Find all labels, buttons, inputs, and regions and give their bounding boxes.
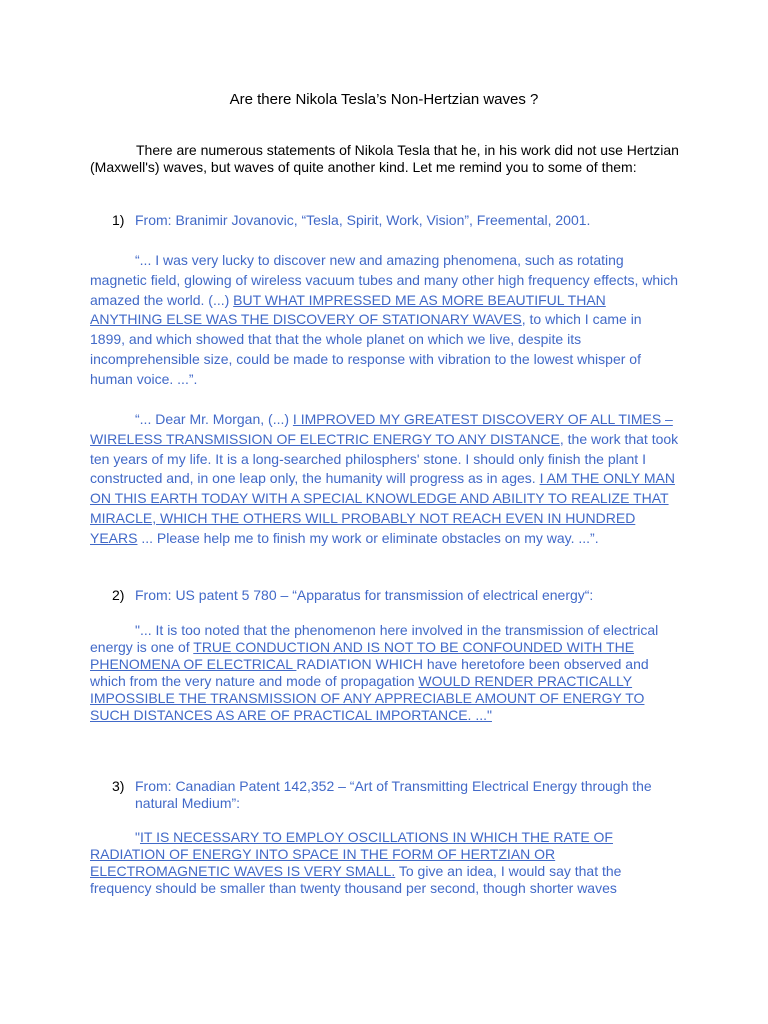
quote-text: “... Dear Mr. Morgan, (...) (135, 411, 293, 427)
quote-text: , to which I came in 1899, and which showed that that the whole planet on which we live, despite its incomprehensible size, could be made to response with vibration to the lowest whisper of human voice. ...”. (90, 311, 642, 387)
emphasized-quote-text: WOULD RENDER PRACTICALLY IMPOSSIBLE THE TRANSMISSION OF ANY APPRECIABLE AMOUNT OF ENERGY TO SUCH DISTANCES AS ARE OF PRACTICAL IMPORTANCE. ..." (90, 673, 645, 723)
intro-paragraph (90, 142, 690, 176)
quote-text: ... Please help me to finish my work or eliminate obstacles on my way. ...”. (137, 529, 599, 546)
quote-paragraph (90, 251, 680, 390)
item-number: 3) (112, 778, 125, 794)
item-source: From: US patent 5 780 – “Apparatus for transmission of electrical energy“: (135, 587, 594, 603)
item-source: From: Branimir Jovanovic, “Tesla, Spirit, Work, Vision”, Freemental, 2001. (135, 212, 591, 228)
document-title: Are there Nikola Tesla’s Non-Hertzian waves ? (229, 91, 539, 108)
emphasized-quote-text: I AM THE ONLY MAN ON THIS EARTH TODAY WITH A SPECIAL KNOWLEDGE AND ABILITY TO REALIZE THAT MIRACLE, WHICH THE OTHERS WILL PROBABLY NOT REACH EVEN IN HUNDRED YEARS (90, 470, 675, 546)
emphasized-quote-text: BUT WHAT IMPRESSED ME AS MORE BEAUTIFUL THAN ANYTHING ELSE WAS THE DISCOVERY OF STATIONARY WAVES (90, 291, 606, 328)
quote-text: , the work that took ten years of my life. It is a long-searched philosphers' stone. I should only finish the plant I constructed and, in one leap only, the humanity will progress as in ages. (90, 430, 679, 487)
item-number: 2) (112, 587, 125, 603)
quote-paragraph (90, 622, 680, 724)
item-number: 1) (112, 212, 125, 228)
quote-paragraph (90, 829, 680, 897)
intro-text: There are numerous statements of Nikola Tesla that he, in his work did not use Hertzian (Maxwell's) waves, but waves of quite another kind. Let me remind you to some of them: (90, 142, 679, 175)
item-source: From: Canadian Patent 142,352 – “Art of Transmitting Electrical Energy through the natural Medium”: (135, 778, 652, 811)
emphasized-quote-text: IT IS NECESSARY TO EMPLOY OSCILLATIONS IN WHICH THE RATE OF RADIATION OF ENERGY INTO SPACE IN THE FORM OF HERTZIAN OR ELECTROMAGNETIC WAVES IS VERY SMALL. (90, 829, 613, 879)
quote-text: “... I was very lucky to discover new and amazing phenomena, such as rotating magnetic field, glowing of wireless vacuum tubes and many other high frequency effects, which amazed the world. (...) (90, 252, 679, 308)
quote-text: "... It is too noted that the phenomenon here involved in the transmission of electrical energy is one of (90, 622, 659, 655)
quote-paragraph (90, 410, 680, 549)
emphasized-quote-text: I IMPROVED MY GREATEST DISCOVERY OF ALL TIMES – WIRELESS TRANSMISSION OF ELECTRIC ENERGY TO ANY DISTANCE (90, 411, 673, 447)
quote-text: RADIATION WHICH have heretofore been observed and which from the very nature and mode of propagation (90, 656, 649, 689)
emphasized-quote-text: TRUE CONDUCTION AND IS NOT TO BE CONFOUNDED WITH THE PHENOMENA OF ELECTRICAL (90, 639, 635, 672)
quote-text: " (135, 829, 140, 845)
quote-text: To give an idea, I would say that the frequency should be smaller than twenty thousand per second, though shorter waves (90, 863, 622, 896)
